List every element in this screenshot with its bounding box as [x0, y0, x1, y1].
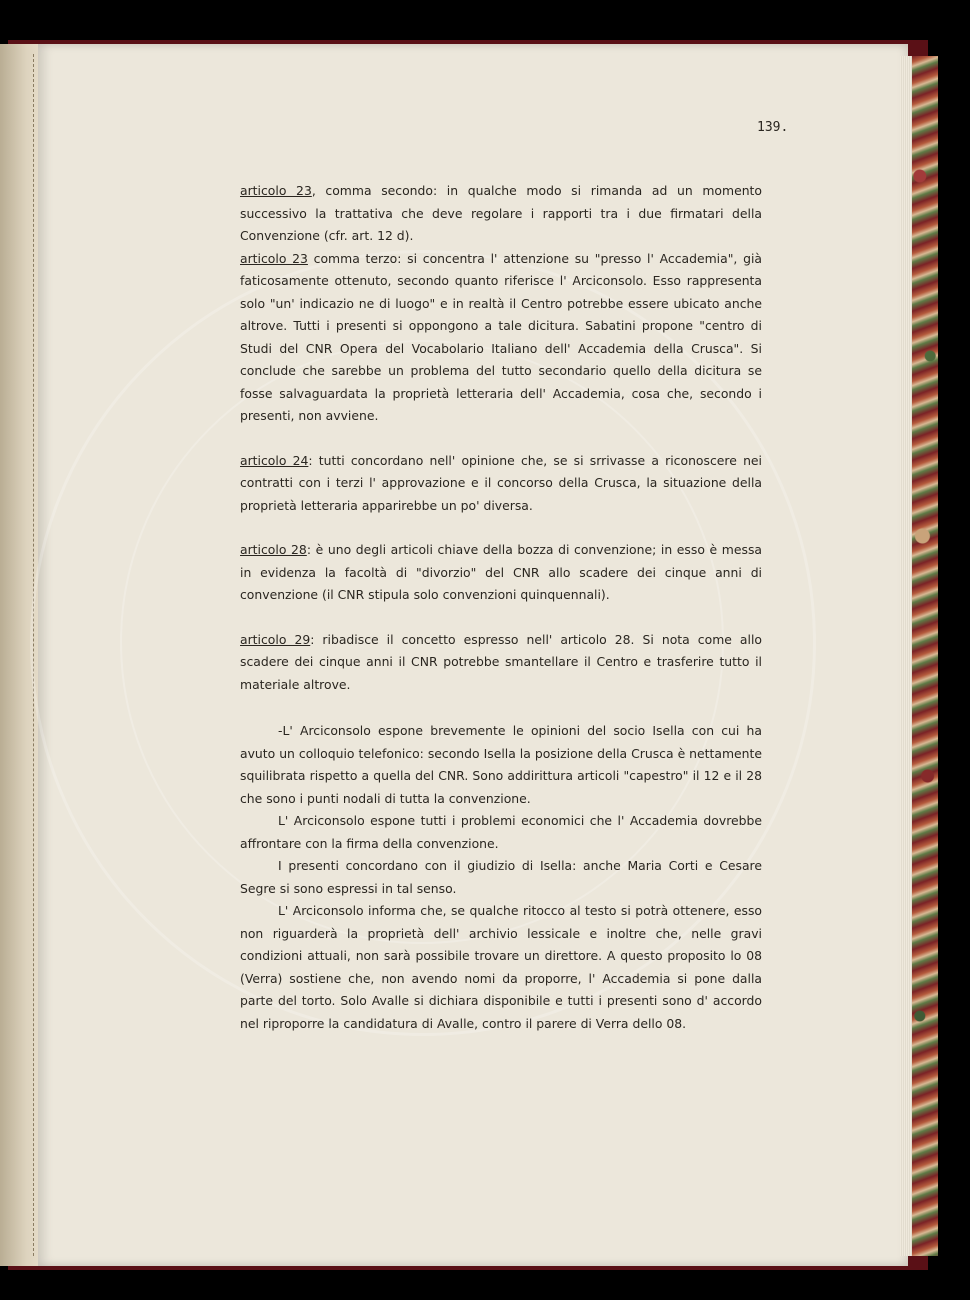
article-label: articolo 28	[240, 542, 307, 557]
narrative-paragraph: L' Arciconsolo informa che, se qualche ritocco al testo si potrà ottenere, esso non riguarderà la proprietà dell' archivio lessicale e inoltre che, nelle gravi condizioni attuali, non sarà possibile trovare un direttore. A questo proposito lo 08 (Verra) sostiene che, non avendo nomi da proporre, l' Accademia si pone dalla parte del torto. Solo Avalle si dichiara disponibile e tutti i presenti sono d' accordo nel riproporre la candidatura di Avalle, contro il parere di Verra dello 08.	[240, 903, 762, 1031]
narrative-paragraph: I presenti concordano con il giudizio di Isella: anche Maria Corti e Cesare Segre si sono espressi in tal senso.	[240, 858, 762, 896]
article-label: articolo 23	[240, 183, 312, 198]
narrative-paragraph: -L' Arciconsolo espone brevemente le opinioni del socio Isella con cui ha avuto un colloquio telefonico: secondo Isella la posizione della Crusca è nettamente squilibrata rispetto a quella del CNR. Sono addirittura articoli "capestro" il 12 e il 28 che sono i punti nodali di tutta la convenzione.	[240, 723, 762, 806]
article-label: articolo 24	[240, 452, 309, 468]
paragraph-article-24	[240, 450, 762, 518]
paragraph-text: comma terzo: si concentra l' attenzione su "presso l' Accademia", già faticosamente ottenuto, secondo quanto riferisce l' Arciconsolo. Esso rappresenta solo "un' indicazio ne di luogo" e in realtà il Centro potrebbe essere ubicato anche altrove. Tutti i presenti si oppongono a tale dicitura. Sabatini propone "centro di Studi del CNR Opera del Vocabolario Italiano dell' Accademia della Crusca". Si conclude che sarebbe un problema del tutto secondario quello della dicitura se fosse salvaguardata la proprietà letteraria dell' Accademia, cosa che, secondo i presenti, non avviene.	[240, 250, 762, 423]
paragraph-text: , comma secondo: in qualche modo si rimanda ad un momento successivo la trattativa che deve regolare i rapporti tra i due firmatari della Convenzione (cfr. art. 12 d).	[240, 183, 762, 243]
paragraph-text: : è uno degli articoli chiave della bozza di convenzione; in esso è messa in evidenza la facoltà di "divorzio" del CNR allo scadere dei cinque anni di convenzione (il CNR stipula solo convenzioni quinquennali).	[240, 542, 762, 602]
marbled-edge	[912, 56, 938, 1256]
paragraph-article-29	[240, 629, 762, 697]
article-label: articolo 29	[240, 631, 311, 647]
narrative-paragraph: L' Arciconsolo espone tutti i problemi economici che l' Accademia dovrebbe affrontare con la firma della convenzione.	[240, 813, 762, 851]
page-number: 139.	[757, 120, 789, 135]
article-label: articolo 23	[240, 250, 308, 266]
page-text	[240, 180, 762, 1035]
paragraph-article-23-second	[240, 180, 762, 248]
paragraph-article-28	[240, 539, 762, 607]
paragraph-text: : ribadisce il concetto espresso nell' articolo 28. Si nota come allo scadere dei cinque anni il CNR potrebbe smantellare il Centro e trasferire tutto il materiale altrove.	[240, 631, 762, 692]
paragraph-article-23-third	[240, 248, 762, 428]
paragraph-text: : tutti concordano nell' opinione che, se si srrivasse a riconoscere nei contratti con i terzi l' approvazione e il concorso della Crusca, la situazione della proprietà letteraria apparirebbe un po' diversa.	[240, 452, 762, 513]
